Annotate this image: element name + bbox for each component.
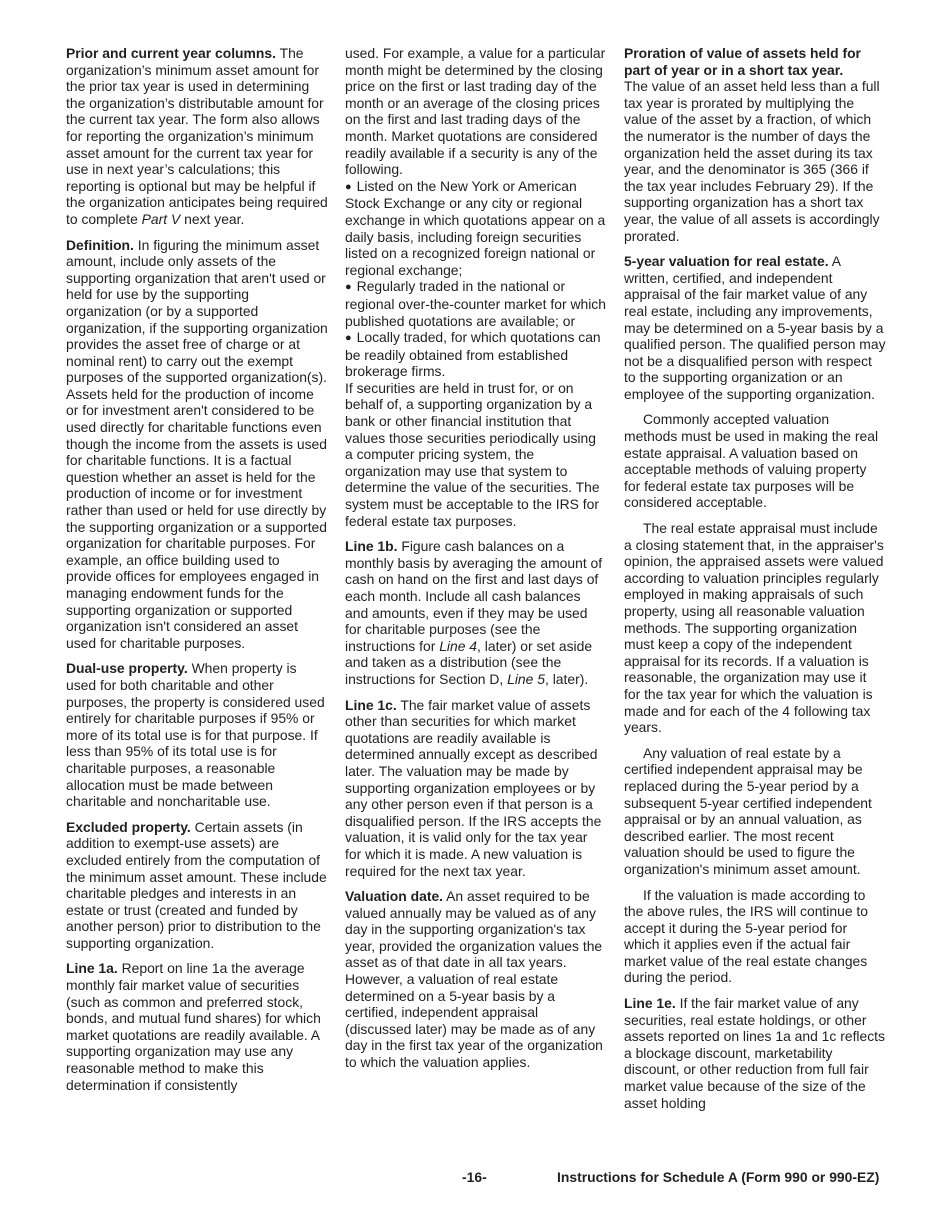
line-4-reference: Line 4	[439, 637, 478, 654]
bullet-text: Regularly traded in the national or regional over-the-counter market for which published quotations are available; or	[345, 278, 606, 329]
valuation-date-text: An asset required to be valued annually may be valued as of any day in the supporting organization's tax year, provided the organization values the asset as of that date in all tax years. However, a valuation of real estate determined on a 5-year basis by a certified, independent appraisal (discussed later) may be made as of any day in the first tax year of the organization to which the valuation applies.	[345, 888, 603, 1071]
column-3	[624, 45, 886, 1120]
part-v-reference: Part V	[141, 210, 181, 227]
bullet-item	[345, 178, 607, 279]
dual-use-text: When property is used for both charitable and other purposes, the property is considered used entirely for charitable purposes if 95% or more of its total use is for that purpose. If less than 95% of its total use is for charitable purposes, a reasonable allocation must be made between charitable and noncharitable use.	[66, 660, 325, 810]
proration-heading: Proration of value of assets held for part of year or in a short tax year.	[624, 45, 861, 78]
line-1a-heading: Line 1a.	[66, 960, 118, 977]
bullet-icon: ●	[345, 180, 352, 193]
valuation-methods-paragraph: Commonly accepted valuation methods must be used in making the real estate appraisal. A valuation based on acceptable methods of valuing property for federal estate tax purposes will be considered acceptable.	[624, 411, 879, 511]
line-1b-heading: Line 1b.	[345, 538, 398, 555]
dual-use-heading: Dual-use property.	[66, 660, 188, 677]
document-title: Instructions for Schedule A (Form 990 or 990-EZ)	[557, 1169, 880, 1185]
securities-trust-paragraph: If securities are held in trust for, or on behalf of, a supporting organization by a bank or other financial institution that values those securities periodically using a computer pricing system, the organization may use that system to determine the value of the securities. The system must be acceptable to the IRS for federal estate tax purposes.	[345, 379, 600, 529]
line-1b-text-2: , later) or set aside and taken as a distribution (see the instructions for Section D,	[345, 637, 593, 687]
excluded-property-heading: Excluded property.	[66, 818, 191, 835]
definition-heading: Definition.	[66, 236, 134, 253]
line-1e-paragraph	[624, 995, 886, 1111]
bullet-item	[345, 278, 607, 329]
prior-current-year-text: The organization’s minimum asset amount for the prior tax year is used in determining the organization’s distributable amount for the current tax year. The form also allows for reporting the organization’s minimum asset amount for the current tax year for use in next year’s calculations; this reporting is optional but may be helpful if the organization anticipates being required to complete	[66, 45, 328, 227]
irs-acceptance-paragraph: If the valuation is made according to the above rules, the IRS will continue to accept it during the 5-year period for which it applies even if the actual fair market value of the real estate changes during the period.	[624, 886, 868, 986]
line-1c-text: The fair market value of assets other than securities for which market quotations are readily available is determined annually except as described later. The valuation may be made by supporting organization employees or by any other person even if that person is a disqualified person. If the IRS accepts the valuation, it is valid only for the tax year for which it is made. A new valuation is required for the next tax year.	[345, 696, 602, 879]
appraisal-statement-paragraph: The real estate appraisal must include a closing statement that, in the appraiser's opinion, the appraised assets were valued according to valuation principles regularly employed in making appraisals of such property, using all reasonable valuation methods. The supporting organization must keep a copy of the independent appraisal for its records. If a valuation is reasonable, the organization may use it for the tax year for which the valuation is made and for each of the 4 following tax years.	[624, 520, 884, 736]
valuation-date-paragraph	[345, 888, 607, 1071]
valuation-date-heading: Valuation date.	[345, 888, 444, 905]
five-year-valuation-paragraph	[624, 253, 886, 402]
line-1a-paragraph	[66, 960, 328, 1093]
definition-paragraph	[66, 237, 328, 652]
column-2	[345, 45, 607, 1080]
column-1	[66, 45, 328, 1102]
five-year-valuation-heading: 5-year valuation for real estate.	[624, 253, 829, 270]
bullet-text: Listed on the New York or American Stock Exchange or any city or regional exchange in which quotations appear on a daily basis, including foreign securities listed on a recognized foreign national or regional exchange;	[345, 177, 606, 278]
line-1c-heading: Line 1c.	[345, 696, 397, 713]
bullet-text: Locally traded, for which quotations can be readily obtained from established brokerage firms.	[345, 329, 601, 380]
line-1a-text: Report on line 1a the average monthly fair market value of securities (such as common and preferred stock, bonds, and mutual fund shares) for which market quotations are readily available. A supporting organization may use any reasonable method to make this determination if consistently	[66, 960, 321, 1093]
line-1b-text-3: , later).	[544, 670, 589, 687]
prior-current-year-heading: Prior and current year columns.	[66, 45, 276, 61]
bullet-icon: ●	[345, 332, 352, 345]
page-number: -16-	[462, 1169, 487, 1185]
replacement-valuation-paragraph: Any valuation of real estate by a certified independent appraisal may be replaced during the 5-year period by a subsequent 5-year certified independent appraisal or by an annual valuation, as described earlier. The most recent valuation should be used to figure the organization's minimum asset amount.	[624, 744, 872, 877]
line-1c-paragraph	[345, 697, 607, 880]
dual-use-paragraph	[66, 660, 328, 809]
definition-text: In figuring the minimum asset amount, include only assets of the supporting organization that aren't used or held for use by the supporting organization (or by a supported organization, if the supporting organization provides the asset free of charge or at nominal rent) to carry out the exempt purposes of the supported organization(s). Assets held for the production of income or for investment aren't considered to be used directly for charitable functions even though the income from the assets is used for charitable functions. It is a factual question whether an asset is held for the production of income or for investment rather than used or held for use directly by the supporting organization or a supported organization for charitable purposes. For example, an office building used to provide offices for employees engaged in managing endowment funds for the supporting organization or supported organization isn't considered an asset used for charitable purposes.	[66, 236, 328, 651]
line-1e-heading: Line 1e.	[624, 995, 676, 1012]
line-1e-text: If the fair market value of any securities, real estate holdings, or other assets reported on lines 1a and 1c reflects a blockage discount, marketability discount, or other reduction from full fair market value because of the size of the asset holding	[624, 995, 885, 1111]
line-5-reference: Line 5	[507, 670, 545, 687]
line-1b-paragraph	[345, 538, 607, 687]
line-1b-text: Figure cash balances on a monthly basis by averaging the amount of cash on hand on the first and last days of each month. Include all cash balances and amounts, even if they may be used for charitable purposes (see the instructions for	[345, 538, 603, 654]
securities-continuation-paragraph: used. For example, a value for a particular month might be determined by the closing price on the first or last trading day of the month or an average of the closing prices on the first and last trading days of the month. Market quotations are considered readily available if a security is any of the following.	[345, 45, 606, 178]
proration-paragraph	[624, 45, 886, 244]
proration-text: The value of an asset held less than a full tax year is prorated by multiplying the value of the asset by a fraction, of which the numerator is the number of days the organization held the asset during its tax year, and the denominator is 365 (366 if the tax year includes February 29). If the supporting organization has a short tax year, the value of all assets is accordingly prorated.	[624, 78, 880, 244]
excluded-property-text: Certain assets (in addition to exempt-use assets) are excluded entirely from the computation of the minimum asset amount. These include charitable pledges and interests in an estate or trust (created and funded by another person) prior to distribution to the supporting organization.	[66, 818, 327, 951]
excluded-property-paragraph	[66, 819, 328, 952]
prior-current-year-text-end: next year.	[180, 210, 245, 227]
prior-current-year-paragraph	[66, 45, 328, 228]
bullet-icon: ●	[345, 281, 352, 294]
five-year-valuation-text: A written, certified, and independent appraisal of the fair market value of any real estate, including any improvements, may be determined on a 5-year basis by a qualified person. The qualified person may not be a disqualified person with respect to the supporting organization or an employee of the supporting organization.	[624, 253, 886, 402]
bullet-item	[345, 329, 607, 380]
